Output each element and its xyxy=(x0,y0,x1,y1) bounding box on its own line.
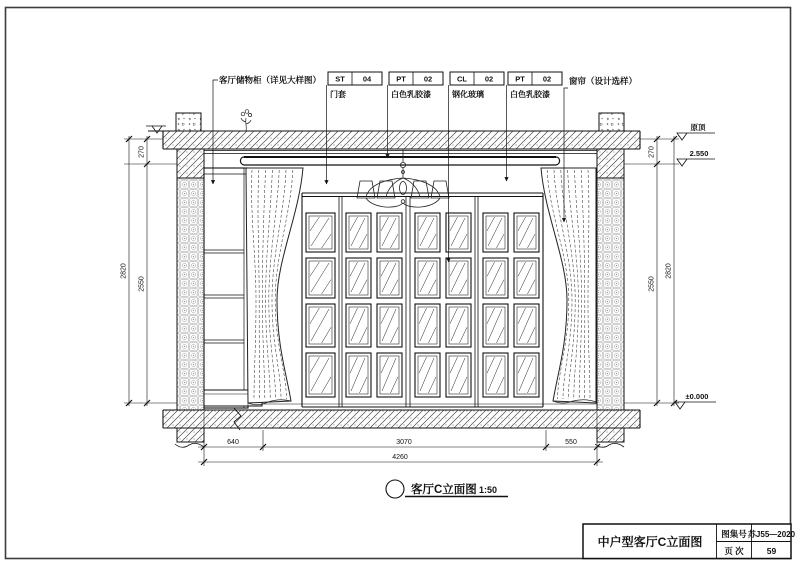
dim-bottom-640: 640 xyxy=(227,439,239,446)
tag-code: PT xyxy=(396,74,406,84)
wall-stub-top-right xyxy=(599,113,624,131)
wall-stub-top-left xyxy=(176,113,201,131)
right-curtain xyxy=(541,168,596,403)
glass-pane xyxy=(306,304,335,347)
material-tag xyxy=(328,72,382,99)
tag-desc: 白色乳胶漆 xyxy=(510,90,550,99)
level-raw-ceiling: 原顶 xyxy=(690,123,706,132)
glass-pane xyxy=(306,258,335,298)
material-tag xyxy=(389,72,443,99)
tag-code: CL xyxy=(457,74,467,84)
tag-num: 02 xyxy=(484,74,494,84)
left-curtain xyxy=(246,168,303,405)
left-wall xyxy=(177,149,204,410)
dim-left-2550: 2550 xyxy=(138,276,146,292)
curtain-label: 窗帘（设计选样） xyxy=(569,76,638,86)
dim-left-270: 270 xyxy=(138,146,146,158)
glass-pane xyxy=(446,304,471,347)
tag-desc: 白色乳胶漆 xyxy=(391,90,431,99)
plant-sketch xyxy=(241,110,252,131)
title-block-page-label: 页 次 xyxy=(724,546,744,556)
tag-desc: 钢化玻璃 xyxy=(452,90,484,99)
glass-pane xyxy=(415,258,440,298)
caption-bubble xyxy=(386,480,404,498)
glass-pane xyxy=(514,258,539,298)
material-tag xyxy=(450,72,504,99)
title-block-atlas-label: 图集号 xyxy=(721,529,747,539)
caption-title: 客厅C立面图 xyxy=(411,484,477,496)
cabinet-label: 客厅储物柜（详见大样图） xyxy=(219,75,322,85)
glass-pane xyxy=(346,353,371,397)
tag-num: 02 xyxy=(423,74,433,84)
ceiling-slab xyxy=(146,126,640,149)
glass-pane xyxy=(377,258,402,298)
right-wall xyxy=(597,149,624,410)
dim-bottom-550: 550 xyxy=(565,439,577,446)
dim-left xyxy=(124,136,177,406)
level-markers xyxy=(675,122,716,409)
dim-bottom-4260: 4260 xyxy=(392,454,408,461)
tag-desc: 门套 xyxy=(330,90,346,99)
title-block-drawing-title: 中户型客厅C立面图 xyxy=(597,535,703,549)
glass-pane xyxy=(346,304,371,347)
glass-pane xyxy=(346,258,371,298)
glass-pane xyxy=(306,353,335,397)
glass-pane xyxy=(446,213,471,252)
glass-pane xyxy=(446,353,471,397)
glass-panes xyxy=(306,213,539,397)
glass-pane xyxy=(377,353,402,397)
glass-pane xyxy=(415,213,440,252)
glass-doors xyxy=(302,193,543,407)
glass-pane xyxy=(415,304,440,347)
door-head-frame xyxy=(302,193,543,197)
drawing-caption xyxy=(386,480,508,498)
tag-code: PT xyxy=(515,74,525,84)
glass-pane xyxy=(306,213,335,252)
title-block xyxy=(583,524,796,559)
glass-pane xyxy=(483,258,508,298)
glass-pane xyxy=(514,213,539,252)
glass-pane xyxy=(377,213,402,252)
material-tag xyxy=(508,72,562,99)
dim-right-2820: 2820 xyxy=(665,263,673,279)
dim-right-270: 270 xyxy=(648,146,656,158)
title-block-atlas-value: 苏J55—2020 xyxy=(747,530,796,539)
level-floor: ±0.000 xyxy=(685,392,709,401)
wall-stub-bottom-left xyxy=(175,428,204,447)
glass-pane xyxy=(415,353,440,397)
floor-slab xyxy=(163,408,640,430)
tag-num: 02 xyxy=(542,74,552,84)
dim-left-2820: 2820 xyxy=(120,263,128,279)
caption-scale: 1:50 xyxy=(479,485,498,495)
glass-pane xyxy=(483,353,508,397)
glass-pane xyxy=(377,304,402,347)
title-block-page-value: 59 xyxy=(766,546,777,556)
glass-pane xyxy=(483,213,508,252)
glass-pane xyxy=(483,304,508,347)
glass-pane xyxy=(446,258,471,298)
tag-code: ST xyxy=(335,74,345,84)
glass-pane xyxy=(514,304,539,347)
tag-num: 04 xyxy=(362,74,372,84)
glass-pane xyxy=(346,213,371,252)
level-finished-ceiling: 2.550 xyxy=(689,149,709,158)
curtain-pelmet xyxy=(240,157,559,165)
material-tags xyxy=(328,72,562,99)
dim-bottom-3070: 3070 xyxy=(396,439,412,446)
ceiling-finish-lines xyxy=(204,151,597,154)
dim-right-2550: 2550 xyxy=(648,276,656,292)
glass-pane xyxy=(514,353,539,397)
